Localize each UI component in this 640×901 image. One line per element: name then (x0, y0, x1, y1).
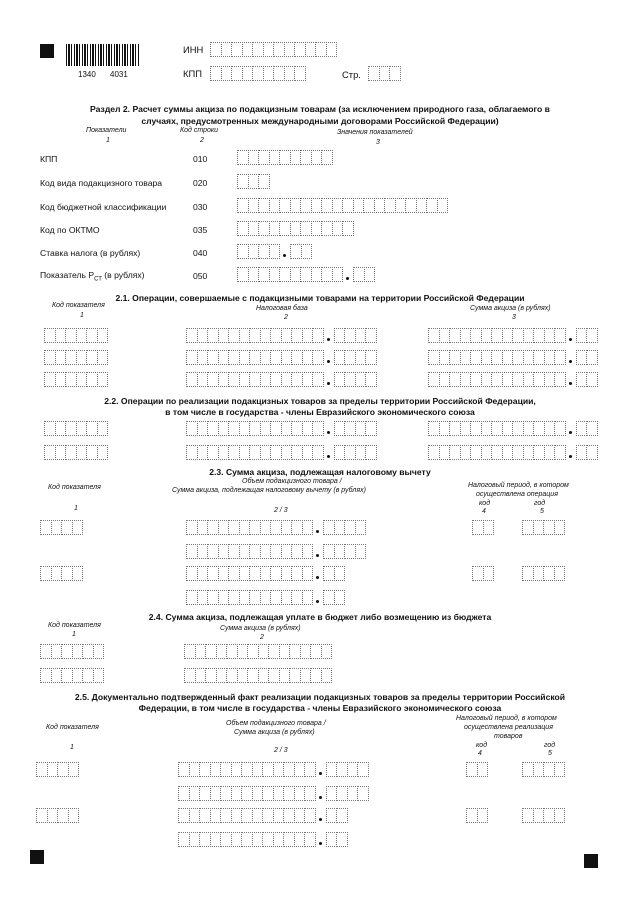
input-cell[interactable] (336, 832, 348, 847)
s25-col-code-num: 1 (70, 744, 74, 751)
s21-col-code: Код показателя (52, 302, 105, 309)
input-cell[interactable] (365, 372, 377, 387)
input-cell[interactable] (97, 350, 109, 365)
input-cell[interactable] (365, 328, 377, 343)
input-cell[interactable] (321, 668, 333, 683)
s23-period-code-field[interactable] (472, 566, 493, 581)
s25-col-period-2: осуществлена реализация (464, 724, 553, 731)
input-cell[interactable] (365, 421, 377, 436)
s21-col-base: Налоговая база (256, 305, 308, 312)
page-label: Стр. (342, 69, 361, 80)
s21-sum-field[interactable] (428, 350, 597, 365)
decimal-point (327, 431, 330, 434)
decimal-point (316, 530, 319, 533)
input-cell[interactable] (93, 668, 105, 683)
kpp-field[interactable] (210, 66, 305, 81)
s25-col-kod: код (476, 742, 488, 749)
s25-code-field[interactable] (36, 762, 78, 777)
input-cell[interactable] (586, 350, 598, 365)
field-pst[interactable] (237, 267, 374, 282)
s21-code-field[interactable] (44, 350, 107, 365)
section-2-4-title: 2.4. Сумма акциза, подлежащая уплате в бюджет либо возмещению из бюджета (148, 612, 492, 622)
corner-marker-bottom-left (30, 850, 44, 864)
s25-col-code: Код показателя (46, 724, 99, 731)
input-cell[interactable] (312, 421, 324, 436)
row-code-035: 035 (193, 225, 208, 235)
decimal-point (316, 554, 319, 557)
s22-code-field[interactable] (44, 421, 107, 436)
s23-code-field[interactable] (40, 566, 82, 581)
input-cell[interactable] (312, 328, 324, 343)
inn-label: ИНН (183, 44, 204, 55)
input-cell[interactable] (554, 350, 566, 365)
input-cell[interactable] (304, 762, 316, 777)
s23-col-period: Налоговый период, в котором (468, 482, 569, 489)
col-header-line-code: Код строки (180, 127, 219, 134)
decimal-point (569, 360, 572, 363)
input-cell[interactable] (554, 520, 566, 535)
input-cell[interactable] (355, 520, 367, 535)
s23-col-deduction: Сумма акциза, подлежащая налоговому вычету (в рублях) (172, 487, 366, 494)
section-2-5-title-line2: Федерации, в том числе в государства - члены Евразийского экономического союза (138, 703, 502, 713)
input-cell[interactable] (332, 267, 344, 282)
section-title-line1: Раздел 2. Расчет суммы акциза по подакцизным товарам (за исключением природного газа, облагаемого в (90, 104, 550, 114)
s21-col-sum-num: 3 (512, 314, 516, 321)
input-cell[interactable] (554, 328, 566, 343)
row-label-tax-rate: Ставка налога (в рублях) (40, 248, 141, 258)
s21-sum-field[interactable] (428, 372, 597, 387)
input-cell[interactable] (68, 808, 80, 823)
s23-period-year-field[interactable] (522, 566, 564, 581)
barcode-number-right: 4031 (110, 70, 128, 79)
section-title-line2: случаях, предусмотренных международными договорами Российской Федерации) (141, 116, 499, 126)
field-tax-rate[interactable] (237, 244, 311, 259)
s22-base-field[interactable] (186, 445, 376, 460)
s25-col-kod-num: 4 (478, 750, 482, 757)
decimal-point (319, 772, 322, 775)
s25-col-sum: Сумма акциза (в рублях) (234, 729, 315, 736)
s23-col-volume-num: 2 / 3 (274, 507, 288, 514)
s25-col-god: год (544, 742, 556, 749)
col-header-indicators: Показатели (86, 127, 127, 134)
s25-col-god-num: 5 (548, 750, 552, 757)
input-cell[interactable] (301, 244, 313, 259)
input-cell[interactable] (477, 808, 489, 823)
input-cell[interactable] (312, 350, 324, 365)
row-code-050: 050 (193, 271, 208, 281)
s21-sum-field[interactable] (428, 328, 597, 343)
section-2-3-title: 2.3. Сумма акциза, подлежащая налоговому вычету (209, 467, 431, 477)
decimal-point (327, 382, 330, 385)
input-cell[interactable] (364, 267, 376, 282)
section-2-5-title-line1: 2.5. Документально подтвержденный факт реализации подакцизных товаров за пределы территории Российской (74, 692, 566, 702)
input-cell[interactable] (269, 244, 281, 259)
s25-sum-field[interactable] (178, 808, 347, 823)
row-code-030: 030 (193, 202, 208, 212)
s25-period-code-field[interactable] (466, 762, 487, 777)
s24-col-code: Код показателя (48, 622, 101, 629)
s25-col-volume: Объем подакцизного товара / (226, 720, 326, 727)
s25-period-year-field[interactable] (522, 808, 564, 823)
input-cell[interactable] (357, 762, 369, 777)
corner-marker-bottom-right (584, 854, 598, 868)
input-cell[interactable] (97, 328, 109, 343)
input-cell[interactable] (72, 566, 84, 581)
section-2-2-title-line1: 2.2. Операции по реализации подакцизных товаров за пределы территории Российской Федерации, (104, 396, 536, 406)
field-oktmo[interactable] (237, 221, 353, 236)
s23-code-field[interactable] (40, 520, 82, 535)
input-cell[interactable] (312, 372, 324, 387)
s21-col-base-num: 2 (284, 314, 288, 321)
input-cell[interactable] (97, 445, 109, 460)
input-cell[interactable] (477, 762, 489, 777)
input-cell[interactable] (68, 762, 80, 777)
s25-period-year-field[interactable] (522, 762, 564, 777)
input-cell[interactable] (304, 808, 316, 823)
decimal-point (319, 842, 322, 845)
decimal-point (327, 338, 330, 341)
row-label-budget-code: Код бюджетной классификации (40, 202, 167, 212)
row-code-040: 040 (193, 248, 208, 258)
s23-col-period-2: осуществлена операция (476, 491, 558, 498)
input-cell[interactable] (365, 445, 377, 460)
input-cell[interactable] (302, 544, 314, 559)
row-label-kpp: КПП (40, 154, 58, 164)
s23-volume-field[interactable] (186, 520, 365, 535)
s25-volume-field[interactable] (178, 762, 368, 777)
s23-sum-field[interactable] (186, 566, 344, 581)
field-kpp[interactable] (237, 150, 332, 165)
input-cell[interactable] (389, 66, 401, 81)
row-code-020: 020 (193, 178, 208, 188)
s23-volume-field[interactable] (186, 544, 365, 559)
s23-col-kod-num: 4 (482, 508, 486, 515)
section-2-2-title-line2: в том числе в государства - члены Евразийского экономического союза (165, 407, 475, 417)
s25-col-period-3: товаров (494, 733, 523, 740)
s24-code-field[interactable] (40, 668, 103, 683)
s21-col-sum: Сумма акциза (в рублях) (470, 305, 551, 312)
input-cell[interactable] (326, 42, 338, 57)
s24-sum-field[interactable] (184, 644, 331, 659)
input-cell[interactable] (93, 644, 105, 659)
s21-base-field[interactable] (186, 350, 376, 365)
row-label-pst: Показатель $Р_{СТ}$ (в рублях) (40, 270, 145, 283)
decimal-point (319, 796, 322, 799)
decimal-point (327, 360, 330, 363)
input-cell[interactable] (554, 566, 566, 581)
decimal-point (569, 338, 572, 341)
decimal-point (569, 382, 572, 385)
section-2-1-title: 2.1. Операции, совершаемые с подакцизными товарами на территории Российской Федерации (115, 293, 525, 303)
col-header-values-num: 3 (376, 139, 380, 146)
input-cell[interactable] (302, 520, 314, 535)
input-cell[interactable] (586, 445, 598, 460)
col-header-line-code-num: 2 (200, 137, 204, 144)
s25-volume-field[interactable] (178, 786, 368, 801)
decimal-point (569, 455, 572, 458)
s21-code-field[interactable] (44, 328, 107, 343)
input-cell[interactable] (365, 350, 377, 365)
s23-col-god-num: 5 (540, 508, 544, 515)
corner-marker-top-left (40, 44, 54, 58)
s22-code-field[interactable] (44, 445, 107, 460)
s25-col-volume-num: 2 / 3 (274, 747, 288, 754)
input-cell[interactable] (334, 566, 346, 581)
input-cell[interactable] (97, 421, 109, 436)
s23-col-code-num: 1 (74, 505, 78, 512)
s23-col-god: год (534, 500, 546, 507)
field-budget-code[interactable] (237, 198, 447, 213)
barcode-number-left: 1340 (78, 70, 96, 79)
page-number-field[interactable] (368, 66, 400, 81)
input-cell[interactable] (357, 786, 369, 801)
s24-col-sum: Сумма акциза (в рублях) (220, 625, 301, 632)
input-cell[interactable] (554, 372, 566, 387)
input-cell[interactable] (302, 590, 314, 605)
s21-base-field[interactable] (186, 328, 376, 343)
row-label-product-code: Код вида подакцизного товара (40, 178, 163, 188)
inn-field[interactable] (210, 42, 336, 57)
field-product-code[interactable] (237, 174, 269, 189)
input-cell[interactable] (72, 520, 84, 535)
input-cell[interactable] (554, 762, 566, 777)
s25-code-field[interactable] (36, 808, 78, 823)
input-cell[interactable] (97, 372, 109, 387)
decimal-point (316, 600, 319, 603)
s24-code-field[interactable] (40, 644, 103, 659)
s22-sum-field[interactable] (428, 421, 597, 436)
input-cell[interactable] (302, 566, 314, 581)
input-cell[interactable] (294, 66, 306, 81)
input-cell[interactable] (554, 445, 566, 460)
s25-sum-field[interactable] (178, 832, 347, 847)
input-cell[interactable] (312, 445, 324, 460)
row-code-010: 010 (193, 154, 208, 164)
row-label-oktmo: Код по ОКТМО (40, 225, 100, 235)
s24-col-sum-num: 2 (260, 634, 264, 641)
s21-code-field[interactable] (44, 372, 107, 387)
s23-col-volume: Объем подакцизного товара / (242, 478, 342, 485)
decimal-point (569, 431, 572, 434)
decimal-point (316, 576, 319, 579)
s24-sum-field[interactable] (184, 668, 331, 683)
col-header-indicators-num: 1 (106, 137, 110, 144)
input-cell[interactable] (437, 198, 449, 213)
col-header-values: Значения показателей (337, 129, 413, 136)
s21-base-field[interactable] (186, 372, 376, 387)
input-cell[interactable] (355, 544, 367, 559)
input-cell[interactable] (586, 328, 598, 343)
decimal-point (283, 254, 286, 257)
decimal-point (319, 818, 322, 821)
input-cell[interactable] (554, 808, 566, 823)
s21-col-code-num: 1 (80, 312, 84, 319)
s23-period-code-field[interactable] (472, 520, 493, 535)
input-cell[interactable] (554, 421, 566, 436)
input-cell[interactable] (321, 644, 333, 659)
input-cell[interactable] (258, 174, 270, 189)
decimal-point (346, 277, 349, 280)
input-cell[interactable] (483, 566, 495, 581)
s25-col-period: Налоговый период, в котором (456, 715, 557, 722)
input-cell[interactable] (334, 590, 346, 605)
input-cell[interactable] (321, 150, 333, 165)
s25-period-code-field[interactable] (466, 808, 487, 823)
s22-sum-field[interactable] (428, 445, 597, 460)
decimal-point (327, 455, 330, 458)
kpp-label: КПП (183, 68, 202, 79)
s24-col-code-num: 1 (72, 631, 76, 638)
s23-col-kod: код (479, 500, 491, 507)
input-cell[interactable] (336, 808, 348, 823)
input-cell[interactable] (586, 421, 598, 436)
input-cell[interactable] (304, 786, 316, 801)
input-cell[interactable] (483, 520, 495, 535)
s23-col-code: Код показателя (48, 484, 101, 491)
barcode (66, 44, 140, 66)
input-cell[interactable] (586, 372, 598, 387)
s23-sum-field[interactable] (186, 590, 344, 605)
input-cell[interactable] (342, 221, 354, 236)
s22-base-field[interactable] (186, 421, 376, 436)
s23-period-year-field[interactable] (522, 520, 564, 535)
input-cell[interactable] (304, 832, 316, 847)
